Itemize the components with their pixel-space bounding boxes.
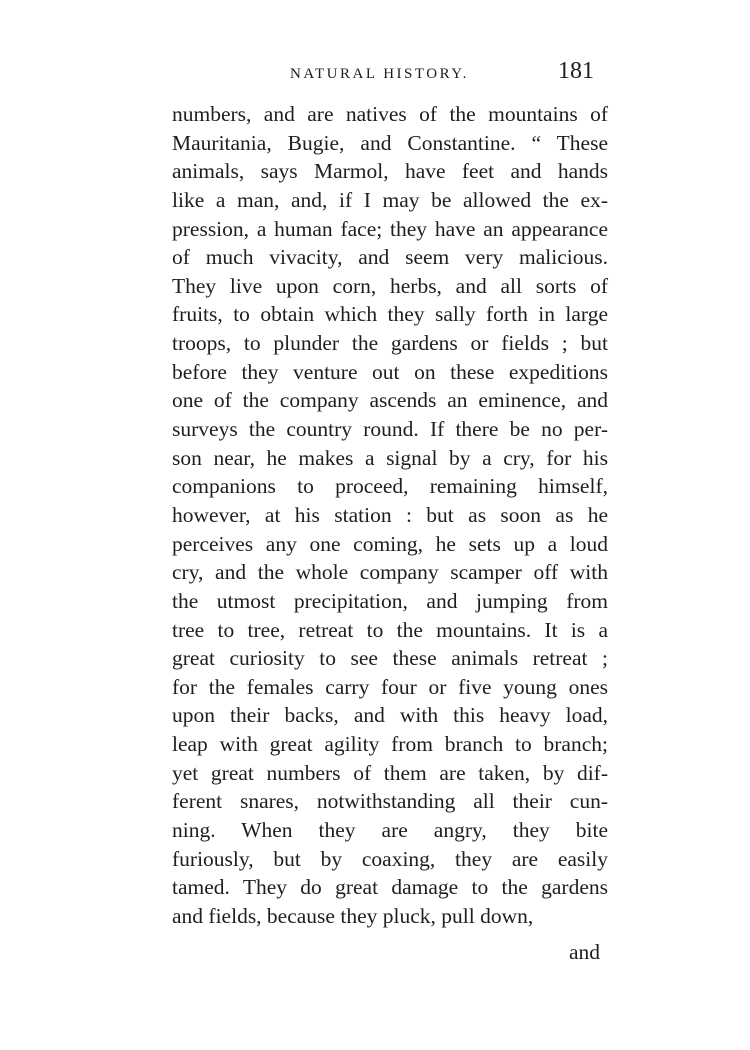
catchword: and bbox=[568, 940, 600, 964]
text-line: perceives any one coming, he sets up a loud bbox=[172, 531, 608, 556]
text-line: the utmost precipitation, and jumping from bbox=[172, 588, 608, 613]
text-line: ning. When they are angry, they bite bbox=[172, 818, 608, 843]
text-line: Mauritania, Bugie, and Constantine. “ These bbox=[172, 130, 608, 155]
running-title: NATURAL HISTORY. bbox=[290, 66, 469, 82]
text-line: upon their backs, and with this heavy load, bbox=[172, 703, 608, 728]
text-line: cry, and the whole company scamper off with bbox=[172, 560, 608, 585]
text-body bbox=[172, 100, 608, 931]
text-line: like a man, and, if I may be allowed the ex- bbox=[172, 187, 608, 212]
text-line: however, at his station : but as soon as he bbox=[172, 502, 608, 527]
text-line: ferent snares, notwithstanding all their cun- bbox=[172, 789, 608, 814]
text-line: leap with great agility from branch to branch; bbox=[172, 732, 608, 757]
text-line: numbers, and are natives of the mountains of bbox=[172, 102, 608, 126]
running-head bbox=[172, 58, 608, 92]
text-line: tree to tree, retreat to the mountains. It is a bbox=[172, 617, 608, 642]
text-line: surveys the country round. If there be no per- bbox=[172, 417, 608, 442]
text-line: one of the company ascends an eminence, and bbox=[172, 388, 608, 413]
text-line: son near, he makes a signal by a cry, for his bbox=[172, 445, 608, 470]
text-line: animals, says Marmol, have feet and hands bbox=[172, 159, 608, 184]
text-line: furiously, but by coaxing, they are easily bbox=[172, 846, 608, 871]
text-line: troops, to plunder the gardens or fields ; but bbox=[172, 331, 608, 356]
text-line: tamed. They do great damage to the gardens bbox=[172, 875, 608, 900]
text-line: for the females carry four or five young ones bbox=[172, 674, 608, 699]
text-line: yet great numbers of them are taken, by dif- bbox=[172, 760, 608, 785]
text-line: of much vivacity, and seem very malicious. bbox=[172, 245, 608, 270]
page-number: 181 bbox=[558, 58, 594, 84]
text-line: pression, a human face; they have an appearance bbox=[172, 216, 608, 241]
text-line: before they venture out on these expeditions bbox=[172, 359, 608, 384]
text-line: great curiosity to see these animals retreat ; bbox=[172, 646, 608, 671]
text-line: and fields, because they pluck, pull down, bbox=[172, 903, 534, 928]
text-line: They live upon corn, herbs, and all sorts of bbox=[172, 273, 608, 298]
text-line: companions to proceed, remaining himself, bbox=[172, 474, 608, 499]
text-line: fruits, to obtain which they sally forth in large bbox=[172, 302, 608, 327]
